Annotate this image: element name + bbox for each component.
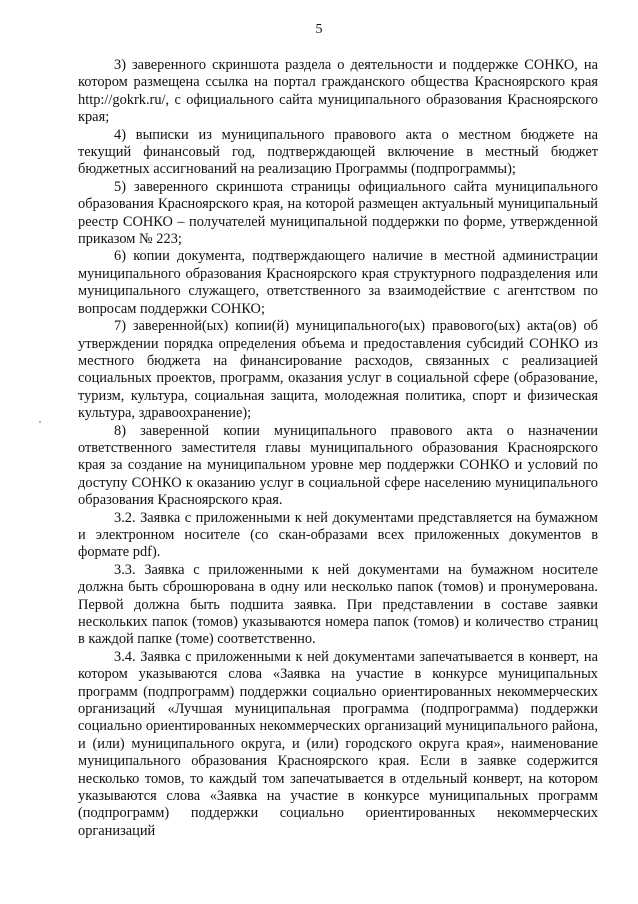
paragraph-3-3: 3.3. Заявка с приложенными к ней документами на бумажном носителе должна быть сброшюрована в одну или несколько папок (томов) и пронумерована. Первой должна быть подшита заявка. При представлении в составе заявки нескольких папок (томов) указываются номера папок (томов) и количество страниц в каждой папке (томе) соответственно. (78, 561, 598, 648)
paragraph-item-4: 4) выписки из муниципального правового акта о местном бюджете на текущий финансовый год, подтверждающей включение в местный бюджет бюджетных ассигнований на реализацию Программы (подпрограммы); (78, 126, 598, 178)
paragraph-3-4: 3.4. Заявка с приложенными к ней документами запечатывается в конверт, на котором указываются слова «Заявка на участие в конкурсе муниципальных программ (подпрограмм) поддержки социально ориентированных некоммерческих организаций «Лучшая муниципальная программа (подпрограмма) поддержки социально ориентированных некоммерческих организаций муниципального района, и (или) муниципального округа, и (или) городского округа края», наименование муниципального образования Красноярского края. Если в заявке содержится несколько томов, то каждый том запечатывается в отдельный конверт, на котором указываются слова «Заявка на участие в конкурсе муниципальных программ (подпрограмм) поддержки социально ориентированных некоммерческих организаций (78, 648, 598, 839)
document-body (78, 57, 598, 840)
paragraph-item-8: 8) заверенной копии муниципального правового акта о назначении ответственного заместителя главы муниципального образования Красноярского края за создание на муниципальном уровне мер поддержки СОНКО и условий по доступу СОНКО к оказанию услуг в социальной сфере населению муниципального образования Красноярского края. (78, 422, 598, 509)
page-number: 5 (315, 22, 323, 37)
paragraph-item-5: 5) заверенного скриншота страницы официального сайта муниципального образования Красноярского края, на которой размещен актуальный муниципальный реестр СОНКО – получателей муниципальной поддержки по форме, утвержденной приказом № 223; (78, 178, 598, 248)
scan-speck (39, 421, 41, 423)
paragraph-3-2: 3.2. Заявка с приложенными к ней документами представляется на бумажном и электронном носителе (со скан-образами всех приложенных документов в формате pdf). (78, 509, 598, 561)
paragraph-item-3: 3) заверенного скриншота раздела о деятельности и поддержке СОНКО, на котором размещена ссылка на портал гражданского общества Красноярского края http://gokrk.ru/, с официального сайта муниципального образования Красноярского края; (78, 57, 598, 126)
paragraph-item-6: 6) копии документа, подтверждающего наличие в местной администрации муниципального образования Красноярского края структурного подразделения или муниципального служащего, ответственного за взаимодействие с агентством по вопросам поддержки СОНКО; (78, 248, 598, 317)
paragraph-item-7: 7) заверенной(ых) копии(й) муниципального(ых) правового(ых) акта(ов) об утверждении порядка определения объема и предоставления субсидий СОНКО из местного бюджета на финансирование расходов, связанных с реализацией социальных проектов, программ, оказания услуг в социальной сфере (образование, туризм, культура, социальная защита, молодежная политика, спорт и физическая культура, здравоохранение); (78, 318, 598, 422)
